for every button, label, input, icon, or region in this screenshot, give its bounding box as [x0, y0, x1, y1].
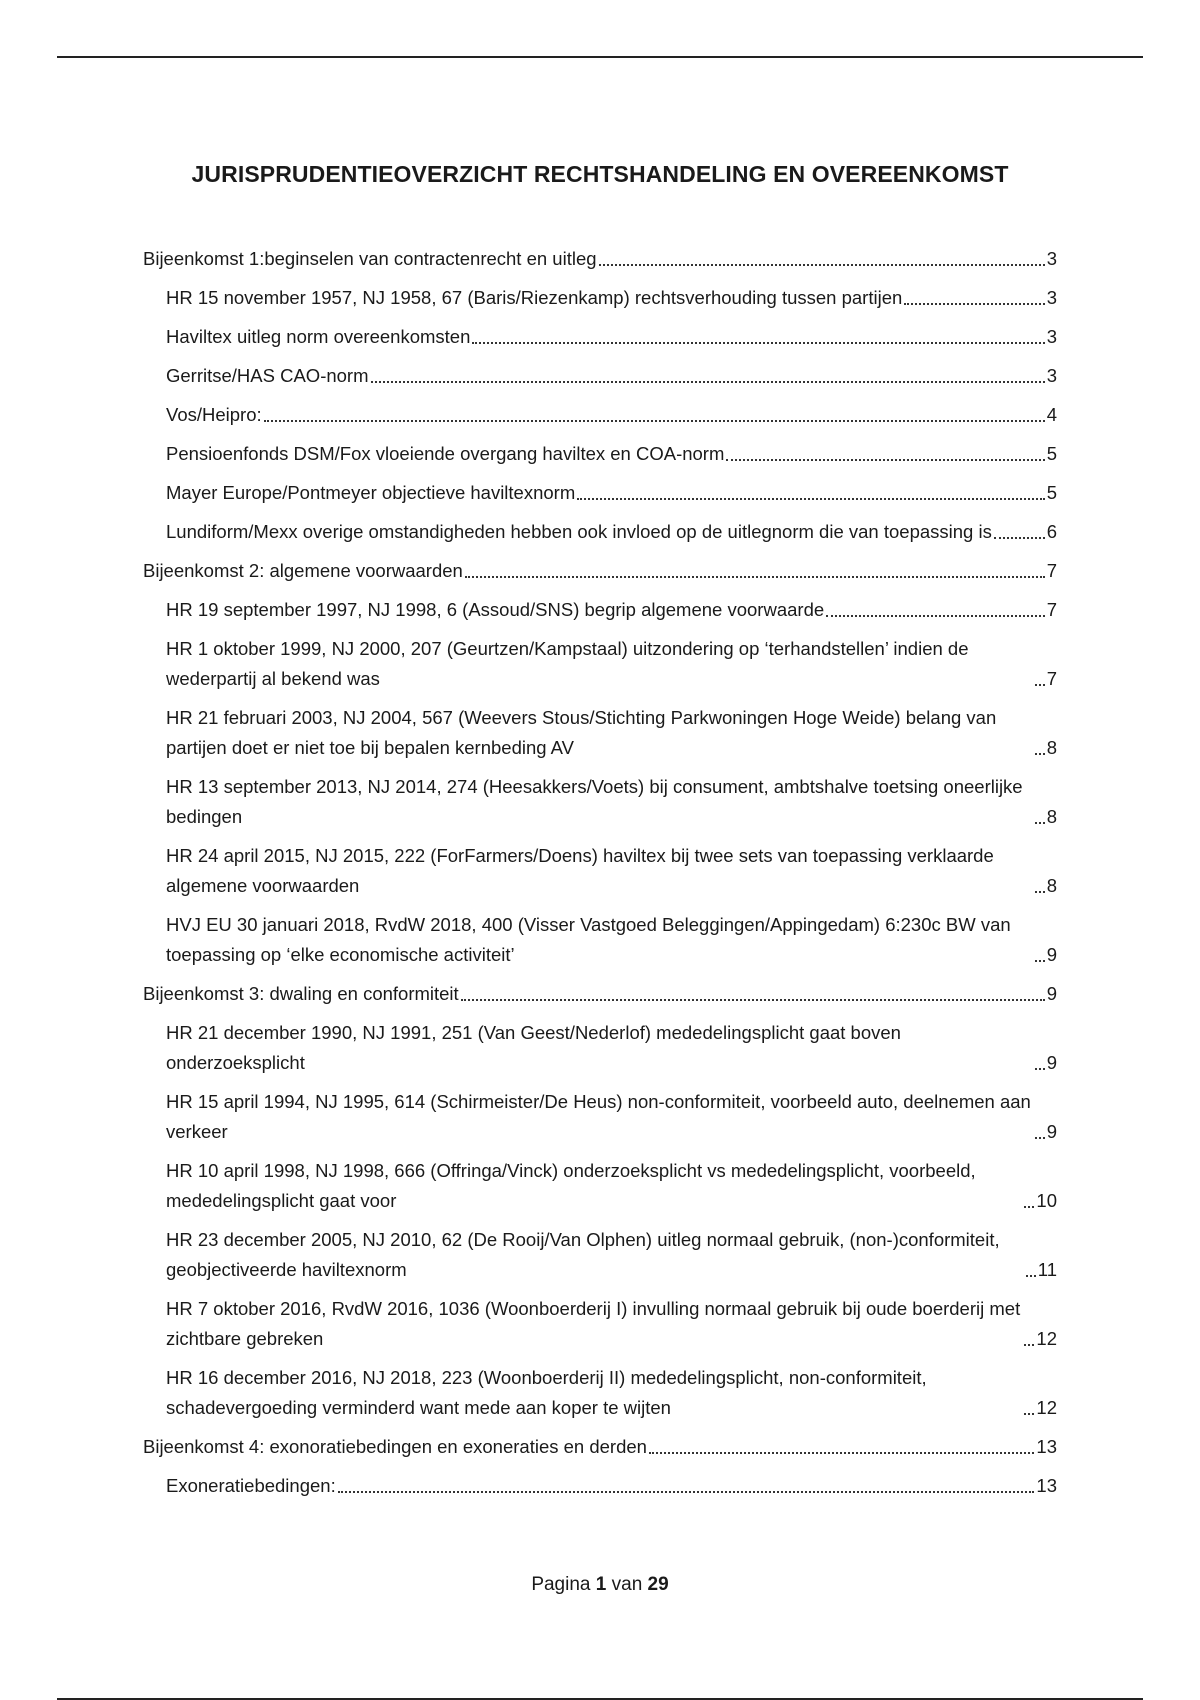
toc-page-number: 5 — [1046, 443, 1057, 464]
toc-dot-leader — [826, 615, 1045, 617]
toc-subentry[interactable] — [143, 1156, 1057, 1216]
toc-dot-leader — [1035, 1137, 1045, 1139]
toc-page-number: 8 — [1046, 875, 1057, 896]
toc-subentry[interactable] — [143, 703, 1057, 763]
toc-entry-text: Lundiform/Mexx overige omstandigheden hebben ook invloed op de uitlegnorm die van toepassing is — [166, 521, 992, 542]
toc-section-entry[interactable] — [143, 556, 1057, 586]
toc-dot-leader — [1035, 1068, 1045, 1070]
toc-entry-text: Vos/Heipro: — [166, 404, 262, 425]
toc-dot-leader — [1035, 891, 1045, 893]
toc-dot-leader — [1035, 960, 1045, 962]
toc-dot-leader — [1035, 684, 1045, 686]
toc-entry-text: HR 15 november 1957, NJ 1958, 67 (Baris/Riezenkamp) rechtsverhouding tussen partijen — [166, 287, 903, 308]
toc-subentry[interactable] — [143, 1087, 1057, 1147]
toc-entry-text: HR 16 december 2016, NJ 2018, 223 (Woonboerderij II) mededelingsplicht, non-conformiteit, schadevergoeding verminderd want mede aan koper te wijten — [166, 1367, 927, 1418]
toc-subentry[interactable] — [143, 517, 1057, 547]
toc-dot-leader — [1024, 1413, 1034, 1415]
toc-entry-text: HR 10 april 1998, NJ 1998, 666 (Offringa/Vinck) onderzoeksplicht vs mededelingsplicht, voorbeeld, mededelingsplicht gaat voor — [166, 1160, 976, 1211]
document-title: JURISPRUDENTIEOVERZICHT RECHTSHANDELING EN OVEREENKOMST — [191, 161, 1009, 188]
toc-page-number: 3 — [1046, 287, 1057, 308]
toc-page-number: 7 — [1046, 668, 1057, 689]
toc-section-entry[interactable] — [143, 244, 1057, 274]
toc-page-number: 8 — [1046, 806, 1057, 827]
toc-entry-text: HR 23 december 2005, NJ 2010, 62 (De Rooij/Van Olphen) uitleg normaal gebruik, (non-)conformiteit, geobjectiveerde haviltexnorm — [166, 1229, 1000, 1280]
toc-subentry[interactable] — [143, 439, 1057, 469]
toc-entry-text: HR 7 oktober 2016, RvdW 2016, 1036 (Woonboerderij I) invulling normaal gebruik bij oude boerderij met zichtbare gebreken — [166, 1298, 1021, 1349]
toc-subentry[interactable] — [143, 322, 1057, 352]
toc-page-number: 12 — [1036, 1328, 1057, 1349]
toc-page-number: 13 — [1036, 1436, 1057, 1457]
toc-subentry[interactable] — [143, 283, 1057, 313]
toc-subentry[interactable] — [143, 841, 1057, 901]
toc-entry-text: Bijeenkomst 1:beginselen van contractenrecht en uitleg — [143, 248, 597, 269]
toc-page-number: 7 — [1046, 560, 1057, 581]
toc-entry-text: Bijeenkomst 2: algemene voorwaarden — [143, 560, 463, 581]
toc-page-number: 13 — [1036, 1475, 1057, 1496]
toc-entry-text: HR 21 december 1990, NJ 1991, 251 (Van Geest/Nederlof) mededelingsplicht gaat boven onderzoeksplicht — [166, 1022, 901, 1073]
toc-page-number: 10 — [1036, 1190, 1057, 1211]
toc-dot-leader — [599, 264, 1045, 266]
toc-dot-leader — [1035, 822, 1045, 824]
toc-dot-leader — [371, 381, 1045, 383]
toc-page-number: 3 — [1046, 365, 1057, 386]
toc-dot-leader — [461, 999, 1045, 1001]
toc-dot-leader — [904, 303, 1044, 305]
toc-subentry[interactable] — [143, 1471, 1057, 1501]
toc-page-number: 8 — [1046, 737, 1057, 758]
toc-subentry[interactable] — [143, 595, 1057, 625]
toc-entry-text: Mayer Europe/Pontmeyer objectieve haviltexnorm — [166, 482, 576, 503]
toc-dot-leader — [338, 1491, 1035, 1493]
toc-page-number: 9 — [1046, 1052, 1057, 1073]
toc-entry-text: HR 19 september 1997, NJ 1998, 6 (Assoud/SNS) begrip algemene voorwaarde — [166, 599, 825, 620]
toc-page-number: 6 — [1046, 521, 1057, 542]
toc-subentry[interactable] — [143, 400, 1057, 430]
toc-dot-leader — [577, 498, 1044, 500]
toc-subentry[interactable] — [143, 910, 1057, 970]
toc-page-number: 7 — [1046, 599, 1057, 620]
toc-entry-text: Bijeenkomst 4: exonoratiebedingen en exoneraties en derden — [143, 1436, 647, 1457]
toc-dot-leader — [1024, 1206, 1034, 1208]
toc-entry-text: HR 13 september 2013, NJ 2014, 274 (Heesakkers/Voets) bij consument, ambtshalve toetsing oneerlijke bedingen — [166, 776, 1023, 827]
page-footer — [0, 1574, 1200, 1596]
toc-entry-text: HR 1 oktober 1999, NJ 2000, 207 (Geurtzen/Kampstaal) uitzondering op ‘terhandstellen’ indien de wederpartij al bekend was — [166, 638, 969, 689]
toc-page-number: 12 — [1036, 1397, 1057, 1418]
toc-page-number: 9 — [1046, 983, 1057, 1004]
toc-dot-leader — [1026, 1275, 1036, 1277]
toc-dot-leader — [649, 1452, 1034, 1454]
toc-entry-text: Bijeenkomst 3: dwaling en conformiteit — [143, 983, 459, 1004]
toc-subentry[interactable] — [143, 1225, 1057, 1285]
toc-dot-leader — [264, 420, 1045, 422]
footer-label: Pagina — [531, 1574, 591, 1595]
toc-subentry[interactable] — [143, 772, 1057, 832]
toc-page-number: 9 — [1046, 1121, 1057, 1142]
toc-page-number: 5 — [1046, 482, 1057, 503]
toc-entry-text: Gerritse/HAS CAO-norm — [166, 365, 369, 386]
toc-dot-leader — [472, 342, 1044, 344]
toc-section-entry[interactable] — [143, 979, 1057, 1009]
toc-entry-text: Haviltex uitleg norm overeenkomsten — [166, 326, 471, 347]
toc-subentry[interactable] — [143, 634, 1057, 694]
toc-dot-leader — [1035, 753, 1045, 755]
toc-dot-leader — [465, 576, 1045, 578]
footer-total-pages: 29 — [647, 1574, 669, 1595]
table-of-contents — [143, 244, 1057, 1510]
toc-subentry[interactable] — [143, 1363, 1057, 1423]
toc-entry-text: Exoneratiebedingen: — [166, 1475, 336, 1496]
toc-page-number: 4 — [1046, 404, 1057, 425]
toc-entry-text: HR 24 april 2015, NJ 2015, 222 (ForFarmers/Doens) haviltex bij twee sets van toepassing verklaarde algemene voorwaarden — [166, 845, 994, 896]
toc-page-number: 3 — [1046, 326, 1057, 347]
toc-dot-leader — [994, 537, 1045, 539]
toc-section-entry[interactable] — [143, 1432, 1057, 1462]
footer-current-page: 1 — [595, 1574, 607, 1595]
toc-subentry[interactable] — [143, 361, 1057, 391]
toc-dot-leader — [726, 459, 1044, 461]
top-rule — [57, 56, 1143, 58]
toc-entry-text: HR 15 april 1994, NJ 1995, 614 (Schirmeister/De Heus) non-conformiteit, voorbeeld auto, deelnemen aan verkeer — [166, 1091, 1031, 1142]
toc-page-number: 9 — [1046, 944, 1057, 965]
toc-subentry[interactable] — [143, 478, 1057, 508]
toc-subentry[interactable] — [143, 1294, 1057, 1354]
toc-entry-text: HVJ EU 30 januari 2018, RvdW 2018, 400 (Visser Vastgoed Beleggingen/Appingedam) 6:230c BW van toepassing op ‘elke economische activiteit’ — [166, 914, 1011, 965]
toc-subentry[interactable] — [143, 1018, 1057, 1078]
footer-separator: van — [611, 1574, 643, 1595]
toc-page-number: 3 — [1046, 248, 1057, 269]
toc-entry-text: Pensioenfonds DSM/Fox vloeiende overgang haviltex en COA-norm — [166, 443, 725, 464]
toc-dot-leader — [1024, 1344, 1034, 1346]
toc-page-number: 11 — [1037, 1259, 1057, 1280]
toc-entry-text: HR 21 februari 2003, NJ 2004, 567 (Weevers Stous/Stichting Parkwoningen Hoge Weide) belang van partijen doet er niet toe bij bepalen kernbeding AV — [166, 707, 997, 758]
